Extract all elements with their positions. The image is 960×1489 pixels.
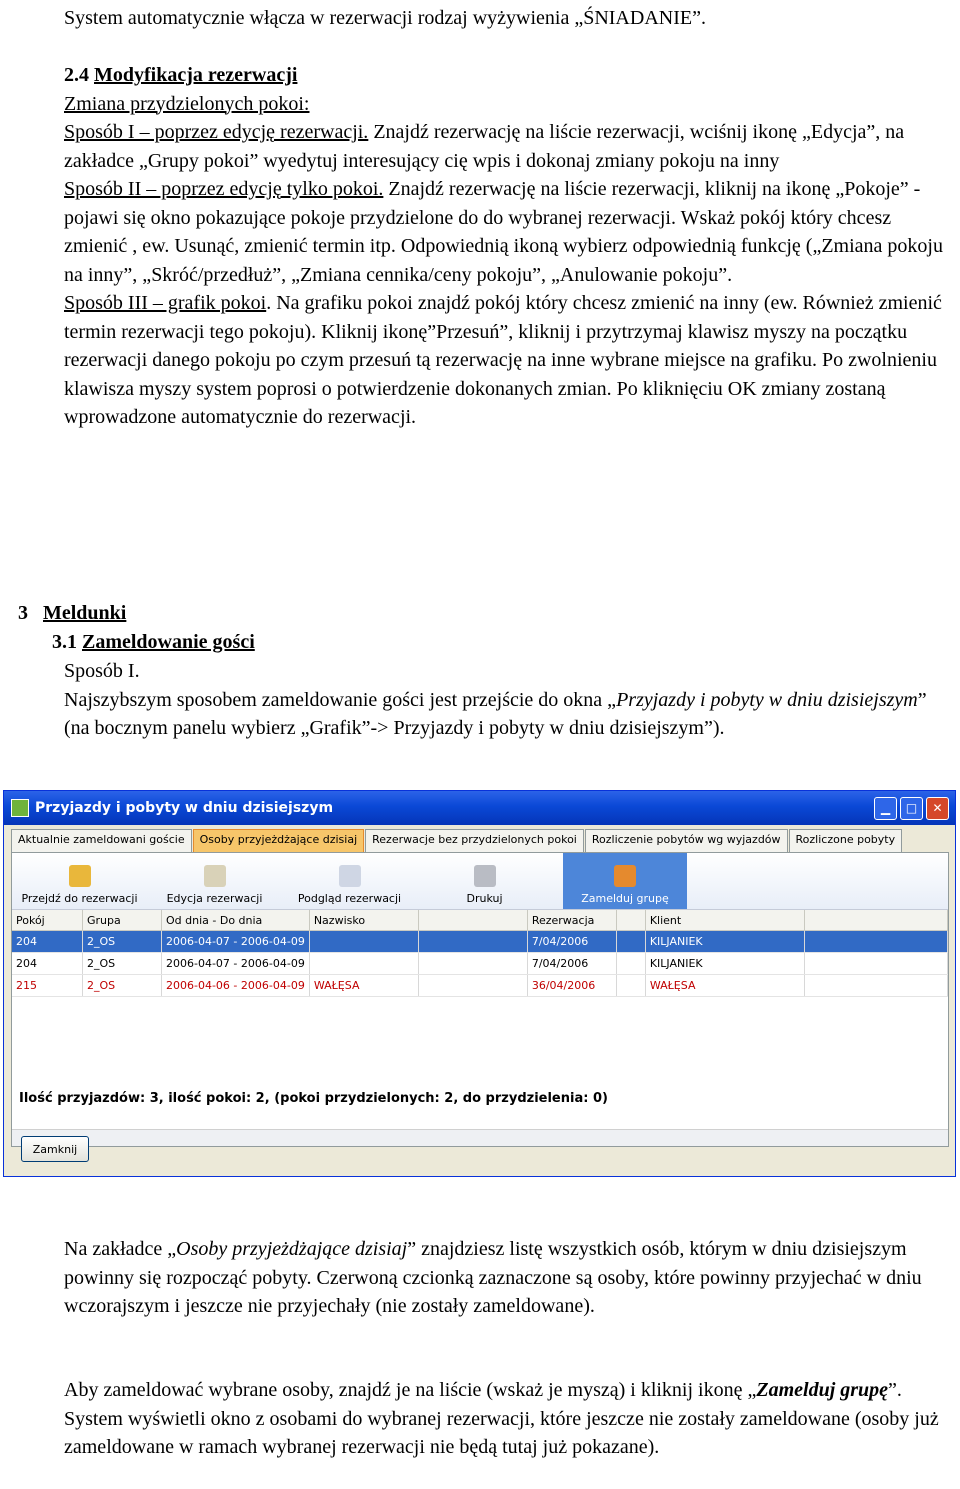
tab-settled-stays[interactable]: Rozliczone pobyty [789, 829, 903, 852]
maximize-button[interactable]: □ [900, 797, 923, 820]
cell: 2006-04-06 - 2006-04-09 [162, 975, 310, 997]
col-client[interactable]: Klient [645, 910, 804, 931]
col-reservation[interactable]: Rezerwacja [527, 910, 616, 931]
minimize-button[interactable]: ▁ [874, 797, 897, 820]
cell [418, 953, 527, 975]
cell: WAŁĘSA [309, 975, 418, 997]
way-1 [64, 118, 954, 432]
table-row[interactable] [12, 975, 948, 997]
tab-unassigned-reservations[interactable]: Rezerwacje bez przydzielonych pokoi [365, 829, 584, 852]
tab-bar [11, 829, 903, 852]
col-extra[interactable] [804, 910, 947, 931]
go-to-reservation-button[interactable] [12, 853, 147, 909]
button-label: Podgląd rezerwacji [297, 892, 402, 905]
tab-arriving-today[interactable]: Osoby przyjeżdżające dzisiaj [193, 829, 365, 852]
check-in-group-button[interactable] [563, 853, 687, 909]
subheading: Zmiana przydzielonych pokoi: [64, 92, 310, 115]
text: ” (na bocznym panelu wybierz „Grafik”-> Przyjazdy i pobyty w dniu dzisiejszym”). [64, 688, 927, 739]
cell [616, 953, 645, 975]
tab-settlement-by-departure[interactable]: Rozliczenie pobytów wg wyjazdów [585, 829, 788, 852]
text-italic: Przyjazdy i pobyty w dniu dzisiejszym [616, 688, 918, 711]
heading-3-1 [52, 628, 942, 657]
close-button[interactable]: ✕ [926, 797, 949, 820]
text: Na zakładce „ [64, 1238, 177, 1260]
window-title: Przyjazdy i pobyty w dniu dzisiejszym [35, 800, 334, 816]
cell: 36/04/2006 [527, 975, 616, 997]
col-surname[interactable]: Nazwisko [309, 910, 418, 931]
preview-reservation-button[interactable] [282, 853, 417, 909]
section-number: 3 [18, 602, 28, 624]
text: ” znajdziesz listę wszystkich osób, którym w dniu dzisiejszym powinny się rozpocząć pobyty. Czerwoną czcionką zaznaczone są osoby, które powinny przyjechać w dniu wczorajszym i jeszcze nie przyjechały (nie zostały zameldowane). [64, 1238, 922, 1317]
text: Aby zameldować wybrane osoby, znajdź je na liście (wskaż je myszą) i kliknij ikonę „ [64, 1379, 757, 1401]
check-in-group-icon [614, 865, 636, 887]
button-label: Przejdź do rezerwacji [21, 892, 138, 905]
section-title: Zameldowanie gości [82, 631, 255, 653]
print-button[interactable] [417, 853, 552, 909]
button-label: Zamelduj grupę [581, 892, 669, 905]
table-row[interactable] [12, 953, 948, 975]
cell [309, 931, 418, 953]
edit-reservation-button[interactable] [147, 853, 282, 909]
cell [616, 931, 645, 953]
button-label: Edycja rezerwacji [166, 892, 263, 905]
cell: 7/04/2006 [527, 931, 616, 953]
cell: KILJANIEK [645, 931, 804, 953]
toolbar [12, 853, 948, 910]
edit-reservation-icon [204, 865, 226, 887]
cell [309, 953, 418, 975]
text-line-1: System automatycznie włącza w rezerwacji rodzaj wyżywienia „ŚNIADANIE”. [64, 7, 706, 29]
heading-3 [18, 599, 908, 628]
tab-current-guests[interactable]: Aktualnie zameldowani goście [11, 829, 192, 852]
way-3-text: . Na grafiku pokoi znajdź pokój który chcesz zmienić na inny (ew. Również zmienić termin rezerwacji tego pokoju). Kliknij ikonę”Przesuń”, kliknij i przytrzymaj klawisz myszy na początku rezerwacji danego pokoju po czym przesuń tą rezerwację na inne wybrane miejsce na grafiku. Po zwolnieniu klawisza myszy system poprosi o potwierdzenie dokonanych zmian. Po kliknięciu OK zmiany zostaną wprowadzone automatycznie do rezerwacji. [64, 292, 942, 428]
col-extra[interactable] [418, 910, 527, 931]
heading-2-4 [64, 61, 954, 118]
cell [804, 953, 947, 975]
preview-reservation-icon [339, 865, 361, 887]
cell: KILJANIEK [645, 953, 804, 975]
printer-icon [474, 865, 496, 887]
text: ”. System wyświetli okno z osobami do wybranej rezerwacji, które jeszcze nie zostały zameldowane (osoby już zameldowane w ramach wybranej rezerwacji nie będą tutaj już pokazane). [64, 1379, 939, 1458]
cell [804, 975, 947, 997]
status-summary: Ilość przyjazdów: 3, ilość pokoi: 2, (pokoi przydzielonych: 2, do przydzielenia: 0) [19, 1091, 608, 1106]
section-number: 3.1 [52, 631, 77, 653]
cell [616, 975, 645, 997]
method-label: Sposób I. [64, 660, 140, 682]
section-title: Meldunki [43, 602, 127, 624]
table-header [12, 910, 948, 931]
cell: 204 [12, 931, 83, 953]
cell: WAŁĘSA [645, 975, 804, 997]
way-1-label: Sposób I – poprzez edycję rezerwacji. [64, 121, 369, 143]
way-3-label: Sposób III – grafik pokoi [64, 292, 267, 314]
section-number: 2.4 [64, 64, 89, 86]
paragraph-arriving-tab [64, 1235, 954, 1321]
cell: 2006-04-07 - 2006-04-09 [162, 931, 310, 953]
app-icon [11, 799, 29, 817]
text-italic: Osoby przyjeżdżające dzisiaj [176, 1238, 408, 1260]
go-to-reservation-icon [69, 865, 91, 887]
col-extra[interactable] [616, 910, 645, 931]
way-1-text: Znajdź rezerwację na liście rezerwacji, wciśnij ikonę „Edycja”, na zakładce „Grupy pokoi” wyedytuj interesujący cię wpis i dokonaj zmiany pokoju na inny [64, 121, 905, 172]
cell: 2_OS [83, 931, 162, 953]
text: Najszybszym sposobem zameldowanie gości jest przejście do okna „ [64, 688, 617, 711]
checkin-intro [64, 657, 954, 743]
table-row[interactable] [12, 931, 948, 953]
screenshot-window [3, 790, 956, 1177]
horizontal-scrollbar[interactable] [12, 1129, 948, 1146]
paragraph-check-in [64, 1376, 954, 1462]
cell: 204 [12, 953, 83, 975]
cell: 2_OS [83, 975, 162, 997]
cell [418, 931, 527, 953]
cell: 215 [12, 975, 83, 997]
col-group[interactable]: Grupa [83, 910, 162, 931]
cell [418, 975, 527, 997]
cell: 2006-04-07 - 2006-04-09 [162, 953, 310, 975]
text-bold-italic: Zamelduj grupę [756, 1379, 889, 1401]
way-2-text: Znajdź rezerwację na liście rezerwacji, kliknij na ikonę „Pokoje” - pojawi się okno pokazujące pokoje przydzielone do do wybranej rezerwacji. Wskaż pokój który chcesz zmienić , ew. Usunąć, zmienić termin itp. Odpowiednią ikoną wybierz odpowiednią funkcję („Zmiana pokoju na inny”, „Skróć/przedłuż”, „Zmiana cennika/ceny pokoju”, „Anulowanie pokoju”. [64, 178, 943, 286]
cell: 7/04/2006 [527, 953, 616, 975]
col-dates[interactable]: Od dnia - Do dnia [162, 910, 310, 931]
arrivals-table [12, 910, 948, 997]
title-bar [4, 791, 955, 825]
button-label: Drukuj [466, 892, 503, 905]
section-title: Modyfikacja rezerwacji [94, 64, 298, 86]
way-2-label: Sposób II – poprzez edycję tylko pokoi. [64, 178, 384, 200]
col-room[interactable]: Pokój [12, 910, 83, 931]
close-window-button[interactable]: Zamknij [21, 1136, 89, 1162]
cell: 2_OS [83, 953, 162, 975]
cell [804, 931, 947, 953]
